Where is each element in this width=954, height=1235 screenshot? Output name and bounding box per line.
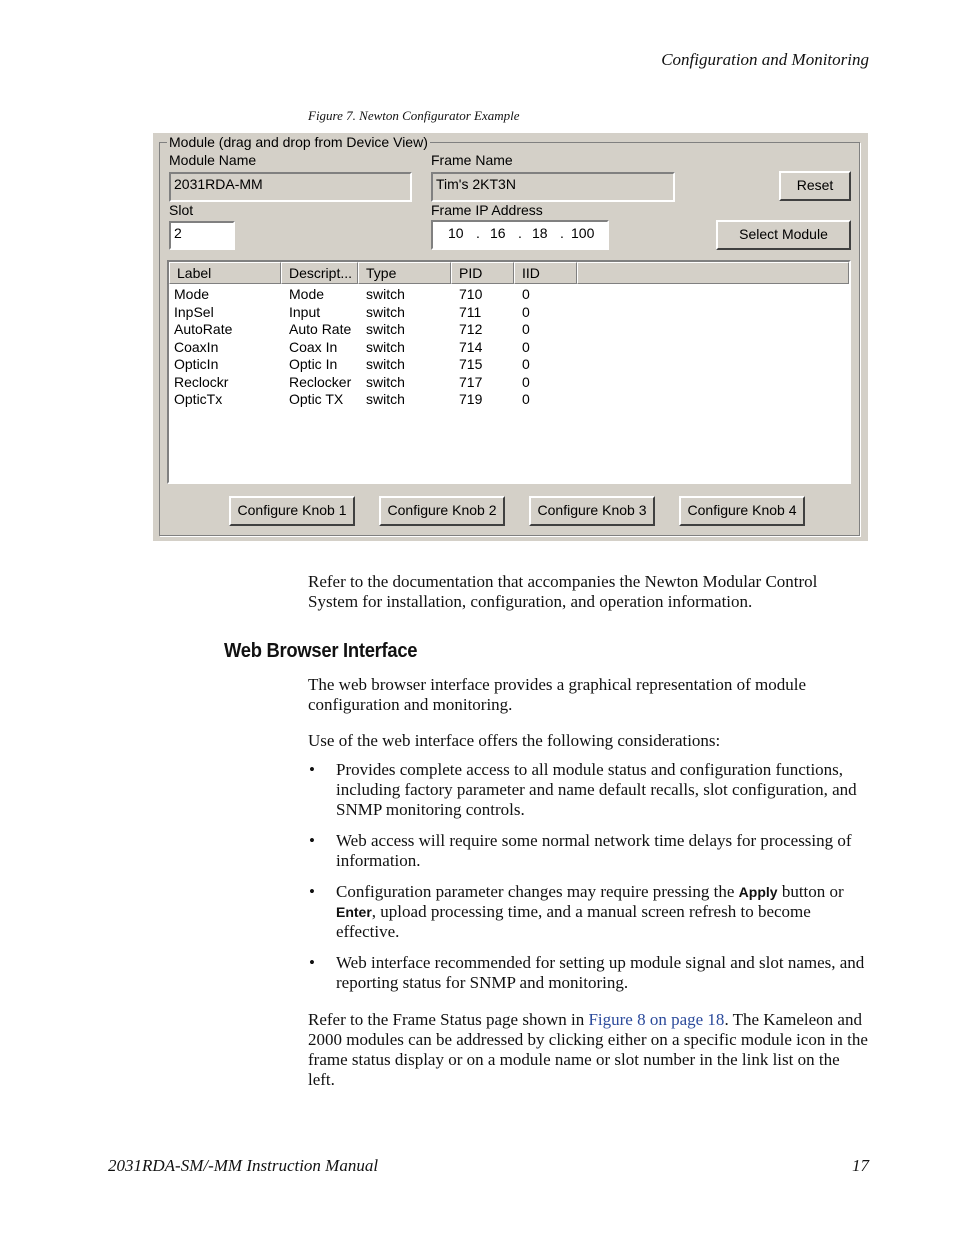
frame-ip-label: Frame IP Address bbox=[431, 202, 543, 218]
bullet-text-part: Configuration parameter changes may require pressing the bbox=[336, 882, 739, 901]
frame-ip-field[interactable] bbox=[431, 220, 609, 250]
ip-dot: . bbox=[476, 225, 480, 241]
cell-pid: 712 bbox=[459, 321, 483, 337]
section-heading: Web Browser Interface bbox=[224, 640, 418, 662]
list-item bbox=[308, 831, 874, 871]
list-row[interactable] bbox=[169, 339, 849, 357]
bullet-icon: • bbox=[309, 831, 315, 850]
final-text-part: Refer to the Frame Status page shown in bbox=[308, 1010, 589, 1029]
cell-iid: 0 bbox=[522, 286, 530, 302]
slot-label: Slot bbox=[169, 202, 194, 218]
cell-iid: 0 bbox=[522, 373, 530, 390]
cell-label: OpticIn bbox=[174, 356, 219, 372]
column-header-iid[interactable]: IID bbox=[514, 262, 577, 284]
cell-pid: 714 bbox=[459, 338, 483, 355]
ip-octet-3: 18 bbox=[532, 225, 548, 241]
cell-label: Mode bbox=[174, 286, 210, 302]
figure-caption: Figure 7. Newton Configurator Example bbox=[308, 108, 520, 123]
configure-knob-1-button[interactable]: Configure Knob 1 bbox=[229, 496, 355, 526]
cell-pid: 715 bbox=[459, 356, 483, 372]
cell-description: Auto Rate bbox=[289, 321, 352, 337]
list-header bbox=[169, 262, 849, 284]
cell-type: switch bbox=[366, 391, 405, 407]
cell-iid: 0 bbox=[522, 391, 530, 407]
enter-term: Enter bbox=[336, 904, 372, 920]
column-header-pid[interactable]: PID bbox=[451, 262, 514, 284]
cell-label: InpSel bbox=[174, 303, 214, 320]
list-row[interactable] bbox=[169, 391, 849, 409]
paragraph-2: Use of the web interface offers the following considerations: bbox=[308, 731, 721, 750]
ip-octet-1: 10 bbox=[448, 225, 464, 241]
ip-octet-2: 16 bbox=[490, 225, 506, 241]
cell-label: CoaxIn bbox=[174, 338, 219, 355]
frame-name-label: Frame Name bbox=[431, 152, 513, 168]
page-number: 17 bbox=[852, 1156, 869, 1175]
list-row[interactable] bbox=[169, 374, 849, 392]
paragraph-1: The web browser interface provides a graphical representation of module configuration and monitoring. bbox=[308, 675, 806, 714]
cell-type: switch bbox=[366, 373, 405, 390]
cell-description: Optic In bbox=[289, 356, 338, 372]
newton-configurator-dialog bbox=[153, 133, 868, 541]
list-row[interactable] bbox=[169, 286, 849, 304]
figure-8-link[interactable]: Figure 8 on page 18 bbox=[588, 1010, 725, 1029]
cell-description: Mode bbox=[289, 286, 325, 302]
cell-iid: 0 bbox=[522, 321, 530, 337]
ip-octet-4: 100 bbox=[571, 225, 595, 241]
intro-paragraph: Refer to the documentation that accompanies the Newton Modular Control System for installation, configuration, and operation information. bbox=[308, 572, 818, 611]
cell-type: switch bbox=[366, 338, 405, 355]
list-row[interactable] bbox=[169, 321, 849, 339]
configure-knob-2-button[interactable]: Configure Knob 2 bbox=[379, 496, 505, 526]
column-header-type[interactable]: Type bbox=[358, 262, 451, 284]
cell-description: Optic TX bbox=[289, 391, 344, 407]
parameter-list[interactable] bbox=[167, 260, 851, 484]
bullet-icon: • bbox=[309, 760, 315, 779]
bullet-icon: • bbox=[309, 882, 315, 901]
cell-description: Input bbox=[289, 303, 321, 320]
module-name-label: Module Name bbox=[169, 152, 257, 168]
list-row[interactable] bbox=[169, 304, 849, 322]
list-item bbox=[308, 760, 874, 820]
cell-description: Coax In bbox=[289, 338, 338, 355]
cell-pid: 710 bbox=[459, 286, 483, 302]
cell-type: switch bbox=[366, 356, 405, 372]
column-header-description[interactable]: Descript... bbox=[281, 262, 358, 284]
cell-type: switch bbox=[366, 303, 405, 320]
bullet-text-part: , upload processing time, and a manual screen refresh to become effective. bbox=[336, 902, 811, 941]
bullet-text: Provides complete access to all module status and configuration functions, including factory parameter and name default recalls, slot configuration, and SNMP monitoring controls. bbox=[336, 760, 857, 819]
list-item bbox=[308, 882, 874, 942]
final-paragraph bbox=[308, 1010, 870, 1090]
running-head: Configuration and Monitoring bbox=[661, 50, 869, 69]
list-item bbox=[308, 953, 874, 993]
configure-knob-4-button[interactable]: Configure Knob 4 bbox=[679, 496, 805, 526]
cell-label: Reclockr bbox=[174, 373, 229, 390]
cell-pid: 719 bbox=[459, 391, 483, 407]
cell-pid: 711 bbox=[459, 303, 482, 320]
ip-dot: . bbox=[518, 225, 522, 241]
configure-knob-3-button[interactable]: Configure Knob 3 bbox=[529, 496, 655, 526]
final-text-part: . The Kameleon and 2000 modules can be addressed by clicking either on a specific module icon in the frame status display or on a module name or slot number in the link list on the left. bbox=[308, 1010, 868, 1089]
cell-iid: 0 bbox=[522, 303, 530, 320]
select-module-button[interactable]: Select Module bbox=[716, 220, 851, 250]
column-header-empty bbox=[577, 262, 849, 284]
footer-manual-title: 2031RDA-SM/-MM Instruction Manual bbox=[108, 1156, 379, 1175]
cell-iid: 0 bbox=[522, 338, 530, 355]
group-title: Module (drag and drop from Device View) bbox=[169, 134, 428, 150]
column-header-label[interactable]: Label bbox=[169, 262, 281, 284]
bullet-icon: • bbox=[309, 953, 315, 972]
cell-description: Reclocker bbox=[289, 373, 352, 390]
cell-pid: 717 bbox=[459, 373, 483, 390]
bullet-text-part: button or bbox=[777, 882, 844, 901]
slot-field[interactable]: 2 bbox=[169, 221, 235, 250]
frame-name-field[interactable]: Tim's 2KT3N bbox=[431, 172, 675, 202]
reset-button[interactable]: Reset bbox=[779, 171, 851, 201]
ip-dot: . bbox=[560, 225, 564, 241]
bullet-text: Web interface recommended for setting up module signal and slot names, and reporting status for SNMP and monitoring. bbox=[336, 953, 865, 992]
cell-label: AutoRate bbox=[174, 321, 233, 337]
cell-iid: 0 bbox=[522, 356, 530, 372]
list-row[interactable] bbox=[169, 356, 849, 374]
bullet-text: Web access will require some normal network time delays for processing of information. bbox=[336, 831, 852, 870]
cell-label: OpticTx bbox=[174, 391, 223, 407]
considerations-list bbox=[308, 760, 874, 1004]
apply-term: Apply bbox=[738, 884, 778, 900]
cell-type: switch bbox=[366, 321, 405, 337]
cell-type: switch bbox=[366, 286, 405, 302]
module-name-field[interactable]: 2031RDA-MM bbox=[169, 172, 412, 202]
